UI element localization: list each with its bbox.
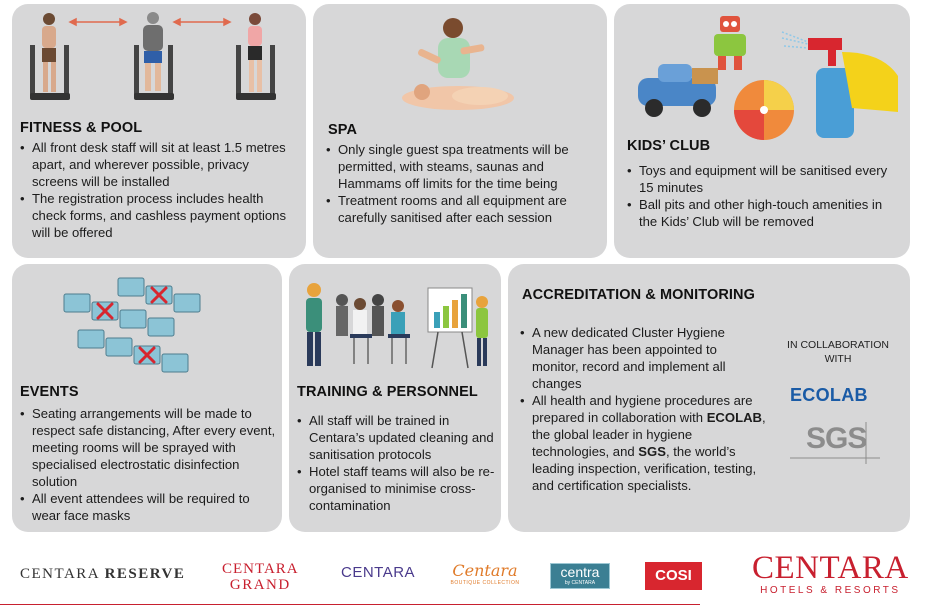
brand-reserve-b: RESERVE: [104, 566, 186, 582]
list-item: • Ball pits and other high-touch amenities in the Kids’ Club will be removed: [627, 196, 899, 230]
spa-bullets: [326, 141, 598, 226]
brand-reserve-a: CENTARA: [20, 566, 100, 582]
list-item: • All event attendees will be required to wear face masks: [20, 490, 276, 524]
bullet-bold-text: ECOLAB: [706, 410, 762, 425]
list-item: • Treatment rooms and all equipment are carefully sanitised after each session: [326, 192, 598, 226]
bullet-bold-text: SGS: [638, 444, 666, 459]
toys-illustration: [632, 12, 904, 142]
fitness-bullets: [20, 139, 296, 241]
bullet-text: All health and hygiene procedures are prepared in collaboration with: [532, 393, 753, 425]
accreditation-bullets: [520, 324, 766, 494]
collaboration-line-2: WITH: [824, 353, 852, 365]
sgs-logo: SGS: [806, 422, 867, 455]
seating-illustration: [48, 272, 218, 384]
accreditation-title: ACCREDITATION & MONITORING: [522, 287, 755, 303]
kids-club-title: KIDS’ CLUB: [627, 138, 711, 154]
spa-massage-illustration: [398, 12, 518, 120]
list-item: • Only single guest spa treatments will be permitted, with steams, saunas and Hammams off limits for the time being: [326, 141, 598, 192]
brand-main-b: HOTELS & RESORTS: [760, 585, 901, 596]
collaboration-label: [780, 338, 896, 366]
brand-centra-b: by CENTARA: [564, 580, 596, 586]
list-item: • A new dedicated Cluster Hygiene Manager has been appointed to monitor, record and implement all changes: [520, 324, 766, 392]
brand-grand-a: CENTARA: [222, 561, 299, 577]
brand-centara-grand: [222, 561, 299, 593]
footer-divider: [0, 604, 700, 605]
events-title: EVENTS: [20, 384, 79, 400]
sgs-logo-lines: [790, 420, 880, 464]
brand-centra-a: centra: [560, 564, 600, 580]
events-bullets: [20, 405, 276, 524]
collaboration-line-1: IN COLLABORATION: [787, 339, 889, 351]
kids-club-bullets: [627, 162, 899, 230]
brand-centara-hotels-resorts: [752, 551, 909, 596]
brand-boutique-b: BOUTIQUE COLLECTION: [450, 580, 520, 586]
list-item: • Seating arrangements will be made to respect safe distancing, After every event, meeting rooms will be sprayed with specialised electrostatic disinfection solution: [20, 405, 276, 490]
training-bullets: [297, 412, 497, 514]
brand-centara-reserve: [20, 566, 185, 583]
fitness-title: FITNESS & POOL: [20, 120, 143, 136]
brand-centara: CENTARA: [341, 564, 416, 581]
brand-centra: [550, 563, 610, 589]
treadmill-illustration: [22, 10, 282, 105]
brand-main-a: CENTARA: [752, 550, 909, 586]
brand-cosi: COSI: [645, 562, 702, 590]
bullet-text: , the global leader in hygiene technologies, and: [532, 410, 766, 459]
list-item: • The registration process includes health check forms, and cashless payment options will be offered: [20, 190, 296, 241]
list-item: • All front desk staff will sit at least 1.5 metres apart, and wherever possible, privacy screens will be installed: [20, 139, 296, 190]
list-item: [520, 392, 766, 494]
ecolab-logo: ECOLAB: [790, 385, 868, 405]
training-title: TRAINING & PERSONNEL: [297, 384, 478, 400]
bullet-text: , the world’s leading inspection, verification, testing, and certification specialists.: [532, 444, 757, 493]
list-item: • Toys and equipment will be sanitised every 15 minutes: [627, 162, 899, 196]
brand-grand-b: GRAND: [229, 577, 291, 593]
list-item: • Hotel staff teams will also be re-organised to minimise cross-contamination: [297, 463, 497, 514]
list-item: • All staff will be trained in Centara’s updated cleaning and sanitisation protocols: [297, 412, 497, 463]
spa-title: SPA: [328, 122, 358, 138]
brand-boutique-a: Centara: [452, 561, 518, 580]
brand-centara-boutique: [445, 562, 525, 586]
training-illustration: [298, 278, 494, 374]
